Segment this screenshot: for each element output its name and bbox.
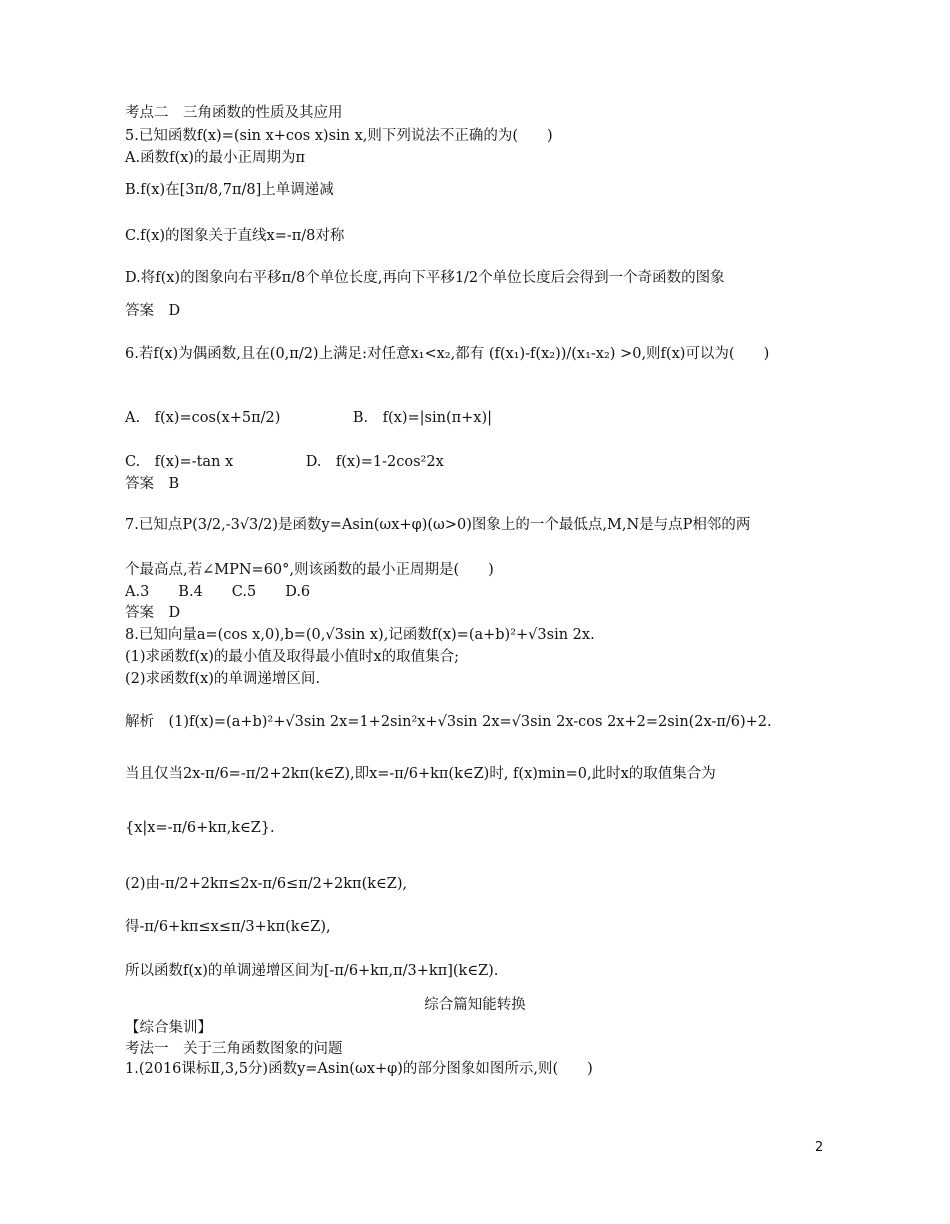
question-7-stem: 7.已知点P(3/2,-3√3/2)是函数y=Asin(ωx+φ)(ω>0)图象上的一个最低点,M,N是与点P相邻的两 xyxy=(125,517,751,533)
method-heading: 考法一 关于三角函数图象的问题 xyxy=(125,1041,343,1057)
question-7-answer: 答案 D xyxy=(125,605,181,621)
exercise-1-stem: 1.(2016课标Ⅱ,3,5分)函数y=Asin(ωx+φ)的部分图象如图所示,则( ) xyxy=(125,1061,593,1077)
chapter-heading: 综合篇知能转换 xyxy=(424,997,526,1013)
question-6-options-ab: A. f(x)=cos(x+5π/2) B. f(x)=|sin(π+x)| xyxy=(125,410,493,426)
section-heading: 考点二 三角函数的性质及其应用 xyxy=(125,105,343,121)
question-5-option-d: D.将f(x)的图象向右平移π/8个单位长度,再向下平移1/2个单位长度后会得到一个奇函数的图象 xyxy=(125,270,725,286)
page-number: 2 xyxy=(815,1140,824,1155)
question-5-option-a: A.函数f(x)的最小正周期为π xyxy=(125,150,305,166)
question-5-option-b: B.f(x)在[3π/8,7π/8]上单调递减 xyxy=(125,182,334,198)
question-6-answer: 答案 B xyxy=(125,476,180,492)
question-8-part-1: (1)求函数f(x)的最小值及取得最小值时x的取值集合; xyxy=(125,649,459,665)
solution-line-6: 所以函数f(x)的单调递增区间为[-π/6+kπ,π/3+kπ](k∈Z). xyxy=(125,963,499,979)
question-6-options-cd: C. f(x)=-tan x D. f(x)=1-2cos²2x xyxy=(125,454,444,470)
question-5-option-c: C.f(x)的图象关于直线x=-π/8对称 xyxy=(125,228,345,244)
solution-line-1: 解析 (1)f(x)=(a+b)²+√3sin 2x=1+2sin²x+√3sin 2x=√3sin 2x-cos 2x+2=2sin(2x-π/6)+2. xyxy=(125,714,772,730)
question-8-part-2: (2)求函数f(x)的单调递增区间. xyxy=(125,671,321,687)
solution-line-3: {x|x=-π/6+kπ,k∈Z}. xyxy=(125,820,275,836)
solution-line-2: 当且仅当2x-π/6=-π/2+2kπ(k∈Z),即x=-π/6+kπ(k∈Z)时, f(x)min=0,此时x的取值集合为 xyxy=(125,766,716,782)
question-6-stem: 6.若f(x)为偶函数,且在(0,π/2)上满足:对任意x₁<x₂,都有 (f(x₁)-f(x₂))/(x₁-x₂) >0,则f(x)可以为( ) xyxy=(125,346,770,362)
solution-line-4: (2)由-π/2+2kπ≤2x-π/6≤π/2+2kπ(k∈Z), xyxy=(125,876,408,892)
training-heading: 【综合集训】 xyxy=(125,1020,212,1036)
solution-line-5: 得-π/6+kπ≤x≤π/3+kπ(k∈Z), xyxy=(125,919,331,935)
question-7-options: A.3 B.4 C.5 D.6 xyxy=(125,584,311,600)
question-7-stem-cont: 个最高点,若∠MPN=60°,则该函数的最小正周期是( ) xyxy=(125,562,494,578)
question-8-stem: 8.已知向量a=(cos x,0),b=(0,√3sin x),记函数f(x)=(a+b)²+√3sin 2x. xyxy=(125,627,595,643)
question-5-stem: 5.已知函数f(x)=(sin x+cos x)sin x,则下列说法不正确的为( ) xyxy=(125,128,553,144)
question-5-answer: 答案 D xyxy=(125,303,181,319)
